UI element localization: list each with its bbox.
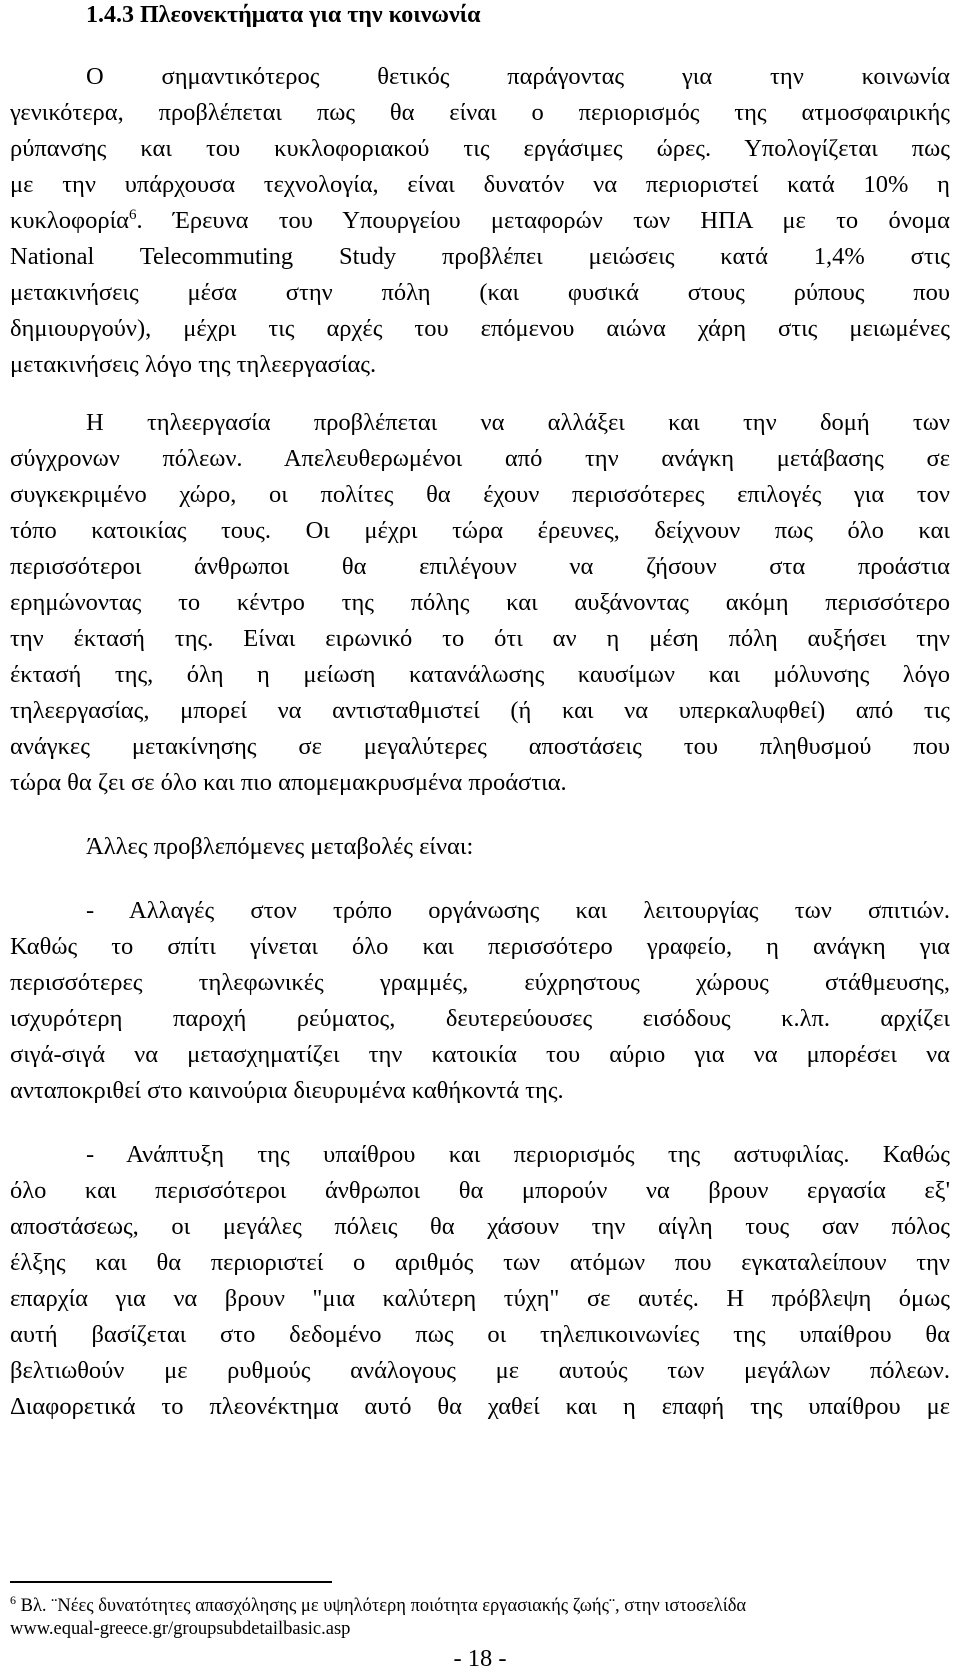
text-line: αποστάσεως, οι μεγάλες πόλεις θα χάσουν την αίγλη τους σαν πόλος xyxy=(10,1213,950,1240)
text-line: αυτή βασίζεται στο δεδομένο πως οι τηλεπικοινωνίες της υπαίθρου θα xyxy=(10,1321,950,1348)
text-line: τηλεεργασίας, μπορεί να αντισταθμιστεί (ή και να υπερκαλυφθεί) από τις xyxy=(10,697,950,724)
footnote-text: Βλ. ¨Νέες δυνατότητες απασχόλησης με υψηλότερη ποιότητα εργασιακής ζωής¨, στην ιστοσελίδα xyxy=(16,1596,747,1616)
text-fragment: κυκλοφορία xyxy=(10,207,129,234)
text-line: τόπο κατοικίας τους. Οι μέχρι τώρα έρευνες, δείχνουν πως όλο και xyxy=(10,517,950,544)
text-line: ρύπανσης και του κυκλοφοριακού τις εργάσιμες ώρες. Υπολογίζεται πως xyxy=(10,135,950,162)
text-line: Ο σημαντικότερος θετικός παράγοντας για την κοινωνία xyxy=(86,63,950,90)
text-line: ανταποκριθεί στο καινούρια διευρυμένα καθήκοντά της. xyxy=(10,1077,564,1104)
page-number: - 18 - xyxy=(453,1645,507,1672)
text-line: έκτασή της, όλη η μείωση κατανάλωσης καυσίμων και μόλυνσης λόγο xyxy=(10,661,950,688)
text-line: συγκεκριμένο χώρο, οι πολίτες θα έχουν περισσότερες επιλογές για τον xyxy=(10,481,950,508)
text-line: National Telecommuting Study προβλέπει μειώσεις κατά 1,4% στις xyxy=(10,243,950,270)
text-line: Άλλες προβλεπόμενες μεταβολές είναι: xyxy=(86,833,474,860)
text-line: έλξης και θα περιοριστεί ο αριθμός των ατόμων που εγκαταλείπουν την xyxy=(10,1249,950,1276)
text-line: ανάγκες μετακίνησης σε μεγαλύτερες αποστάσεις του πληθυσμού που xyxy=(10,733,950,760)
footnote-url: www.equal-greece.gr/groupsubdetailbasic.asp xyxy=(10,1619,351,1639)
section-heading: 1.4.3 Πλεονεκτήματα για την κοινωνία xyxy=(86,2,481,28)
footnote-ref: 6 xyxy=(129,207,137,223)
text-line: μετακινήσεις λόγο της τηλεεργασίας. xyxy=(10,351,377,378)
text-line: μετακινήσεις μέσα στην πόλη (και φυσικά στους ρύπους που xyxy=(10,279,950,306)
text-line: Καθώς το σπίτι γίνεται όλο και περισσότερο γραφείο, η ανάγκη για xyxy=(10,933,950,960)
text-line: ερημώνοντας το κέντρο της πόλης και αυξάνοντας ακόμη περισσότερο xyxy=(10,589,950,616)
text-line: Η τηλεεργασία προβλέπεται να αλλάξει και την δομή των xyxy=(86,409,950,436)
text-fragment: . Έρευνα του Υπουργείου μεταφορών των ΗΠΑ με το όνομα xyxy=(136,207,950,234)
text-line: επαρχία για να βρουν "μια καλύτερη τύχη" σε αυτές. Η πρόβλεψη όμως xyxy=(10,1285,950,1312)
text-line: με την υπάρχουσα τεχνολογία, είναι δυνατόν να περιοριστεί κατά 10% η xyxy=(10,171,950,198)
text-line: την έκτασή της. Είναι ειρωνικό το ότι αν η μέση πόλη αυξήσει την xyxy=(10,625,950,652)
footnote-separator xyxy=(10,1581,332,1583)
text-line: σύγχρονων πόλεων. Απελευθερωμένοι από την ανάγκη μετάβασης σε xyxy=(10,445,950,472)
text-line: σιγά-σιγά να μετασχηματίζει την κατοικία του αύριο για να μπορέσει να xyxy=(10,1041,950,1068)
text-line: - Ανάπτυξη της υπαίθρου και περιορισμός της αστυφιλίας. Καθώς xyxy=(86,1141,950,1168)
text-line: περισσότεροι άνθρωποι θα επιλέγουν να ζήσουν στα προάστια xyxy=(10,553,950,580)
text-line: όλο και περισσότεροι άνθρωποι θα μπορούν να βρουν εργασία εξ' xyxy=(10,1177,950,1204)
text-line: περισσότερες τηλεφωνικές γραμμές, εύχρηστους χώρους στάθμευσης, xyxy=(10,969,950,996)
text-line xyxy=(10,206,950,236)
text-line: - Αλλαγές στον τρόπο οργάνωσης και λειτουργίας των σπιτιών. xyxy=(86,897,950,924)
text-line: τώρα θα ζει σε όλο και πιο απομεμακρυσμένα προάστια. xyxy=(10,769,567,796)
text-line: ισχυρότερη παροχή ρεύματος, δευτερεύουσες εισόδους κ.λπ. αρχίζει xyxy=(10,1005,950,1032)
text-line: Διαφορετικά το πλεονέκτημα αυτό θα χαθεί και η επαφή της υπαίθρου με xyxy=(10,1393,950,1420)
footnote-line xyxy=(10,1595,746,1617)
text-line: βελτιωθούν με ρυθμούς ανάλογους με αυτούς των μεγάλων πόλεων. xyxy=(10,1357,950,1384)
footnote-mark: 6 xyxy=(10,1593,16,1607)
text-line: δημιουργούν), μέχρι τις αρχές του επόμενου αιώνα χάρη στις μειωμένες xyxy=(10,315,950,342)
text-line: γενικότερα, προβλέπεται πως θα είναι ο περιορισμός της ατμοσφαιρικής xyxy=(10,99,950,126)
